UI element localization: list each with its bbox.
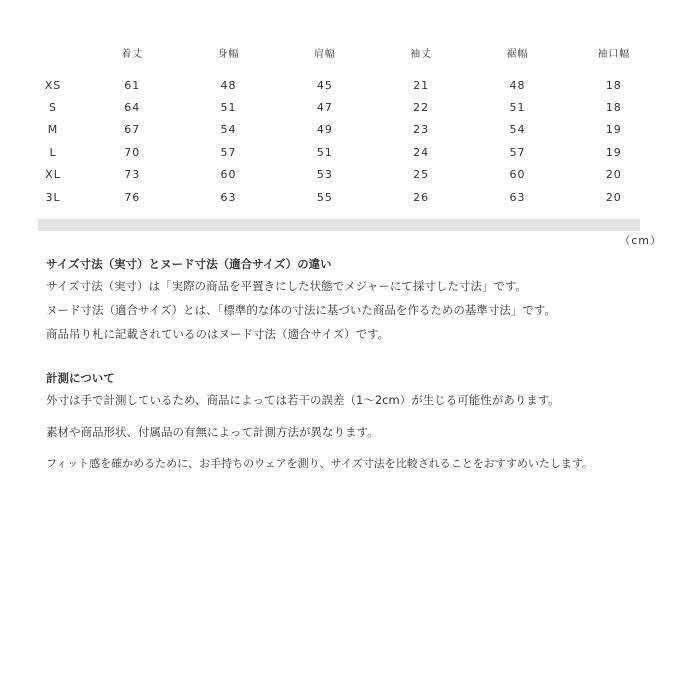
size-notes <box>46 256 646 472</box>
unit-label: （cm） <box>619 234 662 247</box>
table-cell: 54 <box>509 123 526 137</box>
table-cell: 20 <box>605 190 622 204</box>
table-cell: 22 <box>413 101 430 115</box>
table-row <box>22 96 662 118</box>
table-cell: 49 <box>316 123 333 137</box>
table-row <box>22 119 662 141</box>
table-row <box>22 141 662 163</box>
header-cell: 着丈 <box>121 48 144 60</box>
section-title-size-difference: サイズ寸法（実寸）とヌード寸法（適合サイズ）の違い <box>46 257 332 271</box>
table-cell: 25 <box>413 168 430 182</box>
table-cell: 70 <box>124 145 141 159</box>
size-label: M <box>47 123 59 137</box>
table-cell: 63 <box>509 190 526 204</box>
table-cell: 76 <box>124 190 141 204</box>
table-cell: 21 <box>413 78 430 92</box>
table-cell: 26 <box>413 190 430 204</box>
size-label: 3L <box>45 190 61 204</box>
header-cell: 肩幅 <box>313 48 336 60</box>
table-cell: 60 <box>220 168 237 182</box>
note-line: サイズ寸法（実寸）は「実際の商品を平置きにした状態でメジャーにて採寸した寸法」です。 <box>46 279 527 293</box>
table-cell: 51 <box>509 101 526 115</box>
header-size-corner <box>22 40 84 64</box>
table-cell: 18 <box>605 78 622 92</box>
note-line: 素材や商品形状、付属品の有無によって計測方法が異なります。 <box>46 425 379 439</box>
table-cell: 51 <box>220 101 237 115</box>
table-row <box>22 164 662 186</box>
table-cell: 20 <box>605 168 622 182</box>
table-cell: 18 <box>605 101 622 115</box>
table-cell: 51 <box>316 145 333 159</box>
table-cell: 24 <box>413 145 430 159</box>
table-row <box>22 74 662 96</box>
table-cell: 54 <box>220 123 237 137</box>
section-title-measurement: 計測について <box>46 371 115 385</box>
table-cell: 57 <box>509 145 526 159</box>
table-cell: 47 <box>316 101 333 115</box>
header-cell: 裾幅 <box>506 48 529 60</box>
header-cell: 袖丈 <box>410 48 433 60</box>
table-cell: 19 <box>605 145 622 159</box>
table-cell: 48 <box>220 78 237 92</box>
size-label: XS <box>44 78 62 92</box>
table-cell: 73 <box>124 168 141 182</box>
note-line: 商品吊り札に記載されているのはヌード寸法（適合サイズ）です。 <box>46 327 390 341</box>
note-line: 外寸は手で計測しているため、商品によっては若干の誤差（1～2cm）が生じる可能性があります。 <box>46 393 560 407</box>
table-cell: 63 <box>220 190 237 204</box>
table-cell: 67 <box>124 123 141 137</box>
table-divider-bar <box>38 219 640 231</box>
table-cell: 55 <box>316 190 333 204</box>
header-cell: 袖口幅 <box>597 48 631 60</box>
note-line: ヌード寸法（適合サイズ）とは、「標準的な体の寸法に基づいた商品を作るための基準寸法」です。 <box>46 303 556 317</box>
table-cell: 45 <box>316 78 333 92</box>
table-cell: 61 <box>124 78 141 92</box>
table-cell: 19 <box>605 123 622 137</box>
size-table <box>22 40 662 208</box>
table-cell: 53 <box>316 168 333 182</box>
table-row <box>22 186 662 208</box>
table-cell: 57 <box>220 145 237 159</box>
table-cell: 48 <box>509 78 526 92</box>
size-label: S <box>49 101 58 115</box>
table-cell: 60 <box>509 168 526 182</box>
header-cell: 身幅 <box>217 48 240 60</box>
table-header-row <box>22 40 662 64</box>
table-cell: 23 <box>413 123 430 137</box>
table-cell: 64 <box>124 101 141 115</box>
note-line: フィット感を確かめるために、お手持ちのウェアを測り、サイズ寸法を比較されることをおすすめいたします。 <box>46 457 594 470</box>
size-label: XL <box>45 168 61 182</box>
size-label: L <box>49 145 57 159</box>
